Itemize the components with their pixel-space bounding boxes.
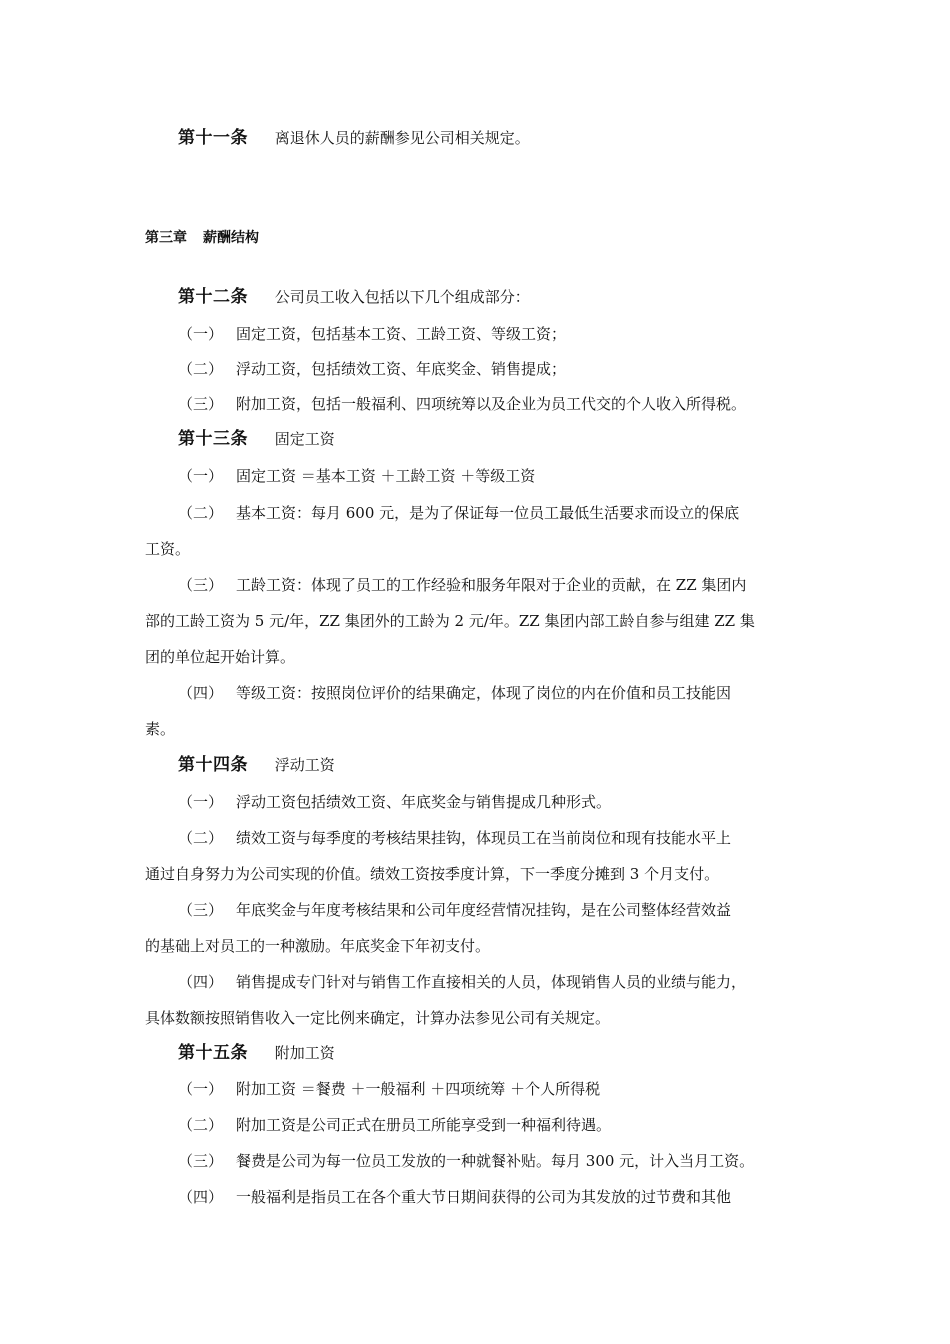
item-text: 浮动工资，包括绩效工资、年底奖金、销售提成； — [236, 360, 567, 378]
item-text: 工龄工资：体现了员工的工作经验和服务年限对于企业的贡献，在 ZZ 集团内 — [236, 576, 747, 594]
item-label: （二） — [178, 1116, 224, 1134]
item-text: 基本工资：每月 600 元，是为了保证每一位员工最低生活要求而设立的保底 — [236, 504, 740, 522]
item-label: （一） — [178, 467, 224, 485]
list-item — [178, 359, 566, 379]
list-item — [178, 683, 731, 703]
item-label: （三） — [178, 576, 224, 594]
list-item — [178, 1151, 754, 1171]
item-continuation: 团的单位起开始计算。 — [145, 648, 296, 666]
list-item — [178, 1115, 611, 1135]
item-text: 年底奖金与年度考核结果和公司年度经营情况挂钩，是在公司整体经营效益 — [236, 901, 732, 919]
item-label: （二） — [178, 504, 224, 522]
item-label: （四） — [178, 1188, 224, 1206]
list-item — [178, 972, 746, 992]
item-label: （一） — [178, 325, 224, 343]
article-heading: 第十三条 — [178, 429, 248, 449]
item-text: 附加工资 ＝餐费 ＋一般福利 ＋四项统筹 ＋个人所得税 — [236, 1080, 601, 1098]
article-text: 离退休人员的薪酬参见公司相关规定。 — [274, 129, 530, 147]
article-heading: 第十一条 — [178, 128, 248, 148]
item-label: （一） — [178, 793, 224, 811]
article-11 — [178, 128, 530, 148]
article-heading: 第十五条 — [178, 1043, 248, 1063]
item-text: 浮动工资包括绩效工资、年底奖金与销售提成几种形式。 — [236, 793, 612, 811]
list-item — [178, 1079, 600, 1099]
item-label: （三） — [178, 1152, 224, 1170]
item-text: 绩效工资与每季度的考核结果挂钩，体现员工在当前岗位和现有技能水平上 — [236, 829, 732, 847]
article-heading: 第十四条 — [178, 755, 248, 775]
article-text: 公司员工收入包括以下几个组成部分： — [274, 288, 530, 306]
item-text: 固定工资，包括基本工资、工龄工资、等级工资； — [236, 325, 567, 343]
item-continuation: 具体数额按照销售收入一定比例来确定，计算办法参见公司有关规定。 — [145, 1009, 611, 1027]
article-14 — [178, 755, 335, 775]
item-label: （一） — [178, 1080, 224, 1098]
article-12 — [178, 287, 530, 307]
chapter-number: 第三章 — [145, 230, 187, 246]
item-label: （三） — [178, 395, 224, 413]
list-item — [178, 575, 746, 595]
list-item — [178, 792, 611, 812]
item-continuation: 工资。 — [145, 540, 191, 558]
list-item — [178, 828, 731, 848]
item-continuation: 素。 — [145, 720, 176, 738]
item-text: 等级工资：按照岗位评价的结果确定，体现了岗位的内在价值和员工技能因 — [236, 684, 732, 702]
list-item — [178, 900, 731, 920]
item-label: （四） — [178, 684, 224, 702]
item-label: （二） — [178, 360, 224, 378]
article-text: 附加工资 — [274, 1044, 335, 1062]
item-continuation: 通过自身努力为公司实现的价值。绩效工资按季度计算，下一季度分摊到 3 个月支付。 — [145, 865, 720, 883]
chapter-title: 薪酬结构 — [203, 230, 259, 246]
article-13 — [178, 429, 335, 449]
item-label: （四） — [178, 973, 224, 991]
article-text: 浮动工资 — [274, 756, 335, 774]
item-continuation: 部的工龄工资为 5 元/年，ZZ 集团外的工龄为 2 元/年。ZZ 集团内部工龄自参与组建 ZZ 集 — [145, 612, 755, 630]
article-heading: 第十二条 — [178, 287, 248, 307]
item-text: 餐费是公司为每一位员工发放的一种就餐补贴。每月 300 元，计入当月工资。 — [236, 1152, 755, 1170]
chapter-heading — [145, 227, 259, 247]
list-item — [178, 466, 535, 486]
item-text: 附加工资，包括一般福利、四项统筹以及企业为员工代交的个人收入所得税。 — [236, 395, 747, 413]
item-label: （三） — [178, 901, 224, 919]
item-text: 固定工资 ＝基本工资 ＋工龄工资 ＋等级工资 — [236, 467, 536, 485]
item-label: （二） — [178, 829, 224, 847]
item-text: 销售提成专门针对与销售工作直接相关的人员，体现销售人员的业绩与能力， — [236, 973, 747, 991]
item-continuation: 的基础上对员工的一种激励。年底奖金下年初支付。 — [145, 937, 491, 955]
article-15 — [178, 1043, 335, 1063]
item-text: 一般福利是指员工在各个重大节日期间获得的公司为其发放的过节费和其他 — [236, 1188, 732, 1206]
list-item — [178, 1187, 731, 1207]
list-item — [178, 503, 739, 523]
article-text: 固定工资 — [274, 430, 335, 448]
list-item — [178, 394, 746, 414]
item-text: 附加工资是公司正式在册员工所能享受到一种福利待遇。 — [236, 1116, 612, 1134]
list-item — [178, 324, 566, 344]
